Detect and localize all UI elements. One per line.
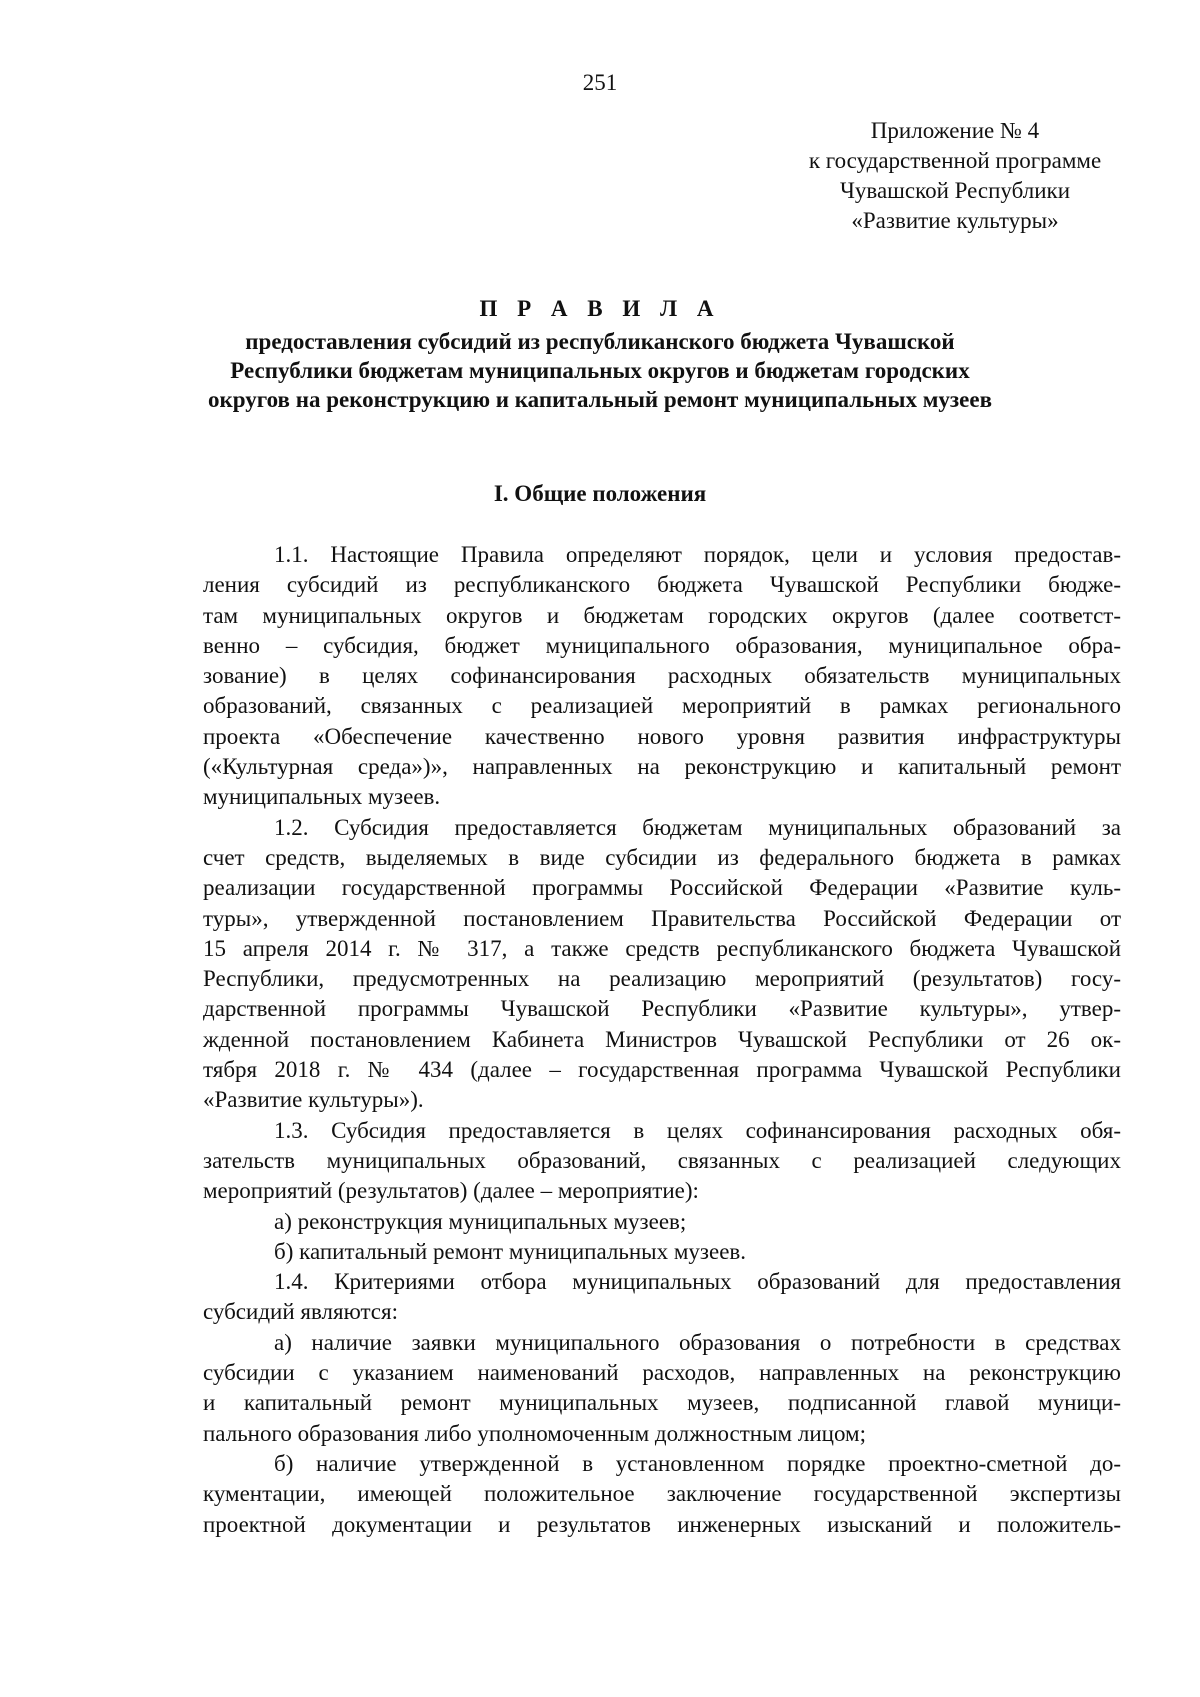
paragraph-line: реализации государственной программы Российской Федерации «Развитие куль-	[203, 875, 1121, 901]
paragraph-line: счет средств, выделяемых в виде субсидии из федерального бюджета в рамках	[203, 844, 1121, 870]
appendix-line: к государственной программе	[808, 148, 1102, 173]
paragraph-line: «Развитие культуры»).	[203, 1087, 424, 1113]
subtitle-line: Республики бюджетам муниципальных округов и бюджетам городских	[230, 358, 970, 383]
paragraph-line: 1.1. Настоящие Правила определяют порядок, цели и условия предостав-	[274, 542, 1121, 567]
paragraph-line: 1.3. Субсидия предоставляется в целях софинансирования расходных обя-	[274, 1117, 1121, 1143]
paragraph-line: образований, связанных с реализацией мероприятий в рамках регионального	[203, 693, 1121, 719]
paragraph-line: проектной документации и результатов инженерных изысканий и положитель-	[203, 1511, 1121, 1537]
subtitle-line: предоставления субсидий из республиканского бюджета Чувашской	[245, 329, 955, 354]
paragraph-line: пального образования либо уполномоченным должностным лицом;	[203, 1420, 866, 1446]
paragraph-line: субсидий являются:	[203, 1299, 398, 1325]
paragraph-line: жденной постановлением Кабинета Министров Чувашской Республики от 26 ок-	[203, 1026, 1121, 1052]
paragraph-line: там муниципальных округов и бюджетам городских округов (далее соответст-	[203, 602, 1121, 628]
body-text	[203, 540, 1121, 1540]
paragraph-line: 15 апреля 2014 г. № 317, а также средств республиканского бюджета Чувашской	[203, 935, 1121, 961]
paragraph-line: туры», утвержденной постановлением Правительства Российской Федерации от	[203, 905, 1121, 931]
paragraph-line: зование) в целях софинансирования расходных обязательств муниципальных	[203, 663, 1121, 689]
section-heading: I. Общие положения	[493, 481, 707, 506]
document-subtitle	[150, 327, 1050, 414]
paragraph-line: 1.4. Критериями отбора муниципальных образований для предоставления	[274, 1269, 1121, 1295]
paragraph-line: а) наличие заявки муниципального образования о потребности в средствах	[274, 1329, 1121, 1355]
list-item: б) капитальный ремонт муниципальных музеев.	[274, 1238, 747, 1264]
page-number: 251	[582, 70, 618, 95]
paragraph-line: зательств муниципальных образований, связанных с реализацией следующих	[203, 1147, 1121, 1173]
paragraph-line: проекта «Обеспечение качественно нового уровня развития инфраструктуры	[203, 723, 1121, 749]
paragraph-line: кументации, имеющей положительное заключение государственной экспертизы	[203, 1481, 1121, 1507]
appendix-line: Приложение № 4	[870, 118, 1040, 143]
paragraph-line: 1.2. Субсидия предоставляется бюджетам муниципальных образований за	[274, 814, 1121, 840]
paragraph-line: тября 2018 г. № 434 (далее – государственная программа Чувашской Республики	[203, 1057, 1121, 1083]
paragraph-line: субсидии с указанием наименований расходов, направленных на реконструкцию	[203, 1360, 1121, 1386]
document-title: П Р А В И Л А	[479, 296, 721, 321]
paragraph-line: («Культурная среда»)», направленных на реконструкцию и капитальный ремонт	[203, 754, 1121, 780]
paragraph-line: муниципальных музеев.	[203, 784, 441, 810]
appendix-reference	[730, 116, 1180, 236]
paragraph-line: дарственной программы Чувашской Республики «Развитие культуры», утвер-	[203, 996, 1121, 1022]
list-item: а) реконструкция муниципальных музеев;	[274, 1208, 687, 1234]
paragraph-line: мероприятий (результатов) (далее – мероприятие):	[203, 1178, 699, 1204]
appendix-line: Чувашской Республики	[839, 178, 1071, 203]
appendix-line: «Развитие культуры»	[851, 208, 1059, 233]
paragraph-line: и капитальный ремонт муниципальных музеев, подписанной главой муници-	[203, 1390, 1121, 1416]
paragraph-line: б) наличие утвержденной в установленном порядке проектно-сметной до-	[274, 1450, 1121, 1476]
paragraph-line: Республики, предусмотренных на реализацию мероприятий (результатов) госу-	[203, 966, 1121, 992]
subtitle-line: округов на реконструкцию и капитальный ремонт муниципальных музеев	[208, 387, 992, 412]
paragraph-line: ления субсидий из республиканского бюджета Чувашской Республики бюдже-	[203, 572, 1121, 598]
paragraph-line: венно – субсидия, бюджет муниципального образования, муниципальное обра-	[203, 632, 1121, 658]
